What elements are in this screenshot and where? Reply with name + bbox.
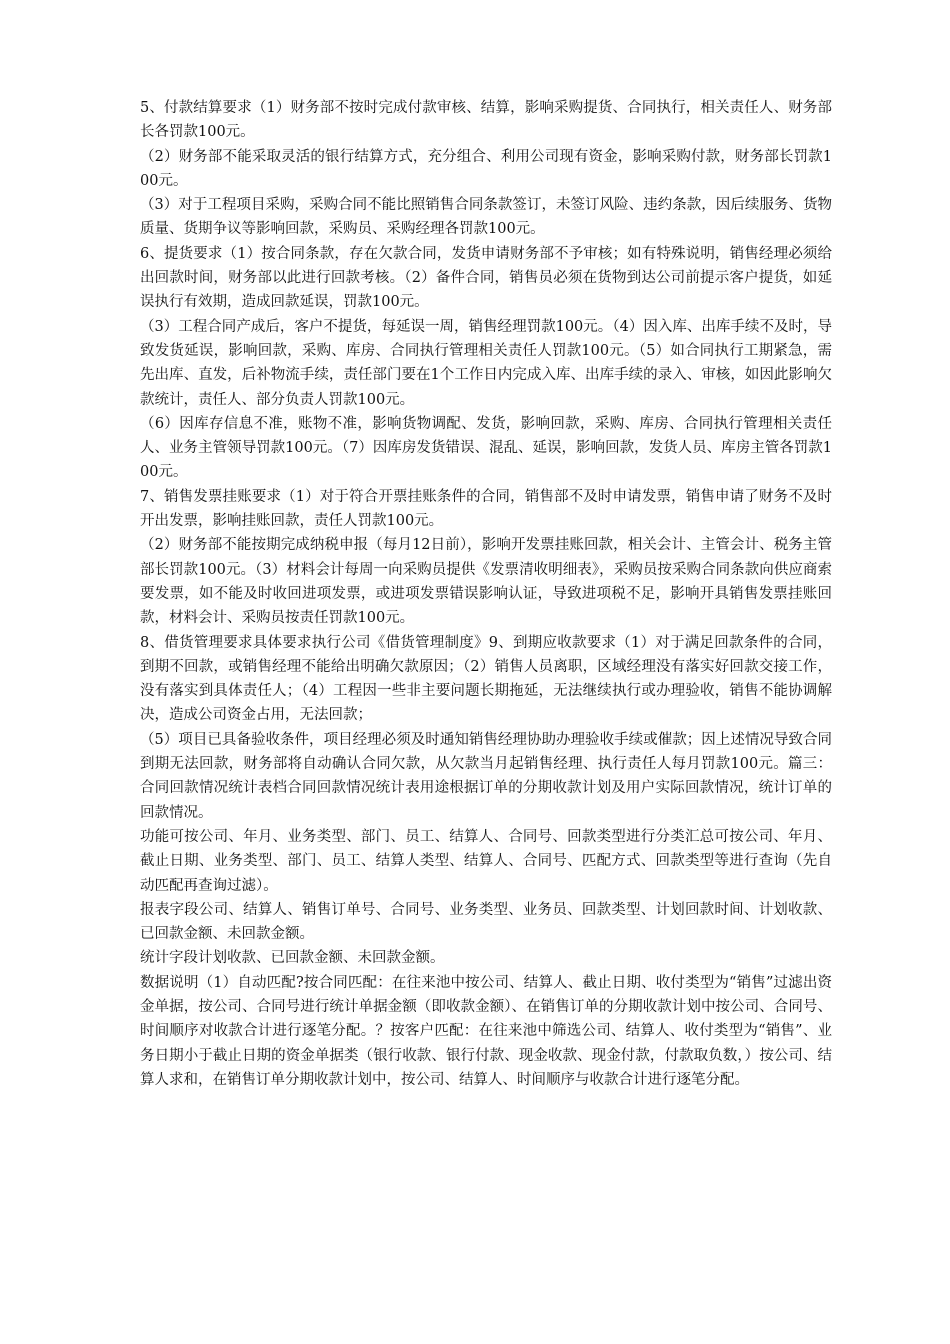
paragraph: （5）项目已具备验收条件，项目经理必须及时通知销售经理协助办理验收手续或催款；因上述情况导致合同到期无法回款，财务部将自动确认合同欠款，从欠款当月起销售经理、执行责任人每月罚款100元。篇三：合同回款情况统计表档合同回款情况统计表用途根据订单的分期收款计划及用户实际回款情况，统计订单的回款情况。 [140,731,832,821]
paragraph: （3）工程合同产成后，客户不提货，每延误一周，销售经理罚款100元。（4）因入库、出库手续不及时，导致发货延误，影响回款，采购、库房、合同执行管理相关责任人罚款100元。（5）如合同执行工期紧急，需先出库、直发，后补物流手续，责任部门要在1个工作日内完成入库、出库手续的录入、审核，如因此影响欠款统计，责任人、部分负责人罚款100元。 [140,318,832,408]
paragraph: 数据说明（1）自动匹配?按合同匹配：在往来池中按公司、结算人、截止日期、收付类型为“销售”过滤出资金单据，按公司、合同号进行统计单据金额（即收款金额）、在销售订单的分期收款计划中按公司、合同号、时间顺序对收款合计进行逐笔分配。？按客户匹配：在往来池中筛选公司、结算人、收付类型为“销售”、业务日期小于截止日期的资金单据类（银行收款、银行付款、现金收款、现金付款，付款取负数，）按公司、结算人求和，在销售订单分期收款计划中，按公司、结算人、时间顺序与收款合计进行逐笔分配。 [140,974,832,1088]
paragraph: 5、付款结算要求（1）财务部不按时完成付款审核、结算，影响采购提货、合同执行，相关责任人、财务部长各罚款100元。 [140,100,832,141]
paragraph: 统计字段计划收款、已回款金额、未回款金额。 [140,950,445,967]
paragraph: （3）对于工程项目采购，采购合同不能比照销售合同条款签订，未签订风险、违约条款，因后续服务、货物质量、货期争议等影响回款，采购员、采购经理各罚款100元。 [140,197,832,238]
paragraph: （2）财务部不能采取灵活的银行结算方式，充分组合、利用公司现有资金，影响采购付款，财务部长罚款100元。 [140,148,832,189]
paragraph: 8、借货管理要求具体要求执行公司《借货管理制度》9、到期应收款要求（1）对于满足回款条件的合同，到期不回款，或销售经理不能给出明确欠款原因；（2）销售人员离职，区域经理没有落实好回款交接工作，没有落实到具体责任人；（4）工程因一些非主要问题长期拖延，无法继续执行或办理验收，销售不能协调解决，造成公司资金占用，无法回款； [140,634,832,724]
paragraph: 报表字段公司、结算人、销售订单号、合同号、业务类型、业务员、回款类型、计划回款时间、计划收款、已回款金额、未回款金额。 [140,901,832,943]
paragraph: （2）财务部不能按期完成纳税申报（每月12日前），影响开发票挂账回款，相关会计、主管会计、税务主管部长罚款100元。（3）材料会计每周一向采购员提供《发票清收明细表》，采购员按采购合同条款向供应商索要发票，如不能及时收回进项发票，或进项发票错误影响认证，导致进项税不足，影响开具销售发票挂账回款，材料会计、采购员按责任罚款100元。 [140,537,832,627]
paragraph: 功能可按公司、年月、业务类型、部门、员工、结算人、合同号、回款类型进行分类汇总可按公司、年月、截止日期、业务类型、部门、员工、结算人类型、结算人、合同号、匹配方式、回款类型等进行查询（先自动匹配再查询过滤）。 [140,828,832,894]
document-body [140,96,832,1092]
paragraph: 6、提货要求（1）按合同条款，存在欠款合同，发货申请财务部不予审核；如有特殊说明，销售经理必须给出回款时间，财务部以此进行回款考核。（2）备件合同，销售员必须在货物到达公司前提示客户提货，如延误执行有效期，造成回款延误，罚款100元。 [140,245,832,311]
paragraph: 7、销售发票挂账要求（1）对于符合开票挂账条件的合同，销售部不及时申请发票，销售申请了财务不及时开出发票，影响挂账回款，责任人罚款100元。 [140,488,832,530]
paragraph: （6）因库存信息不准，账物不准，影响货物调配、发货，影响回款，采购、库房、合同执行管理相关责任人、业务主管领导罚款100元。（7）因库房发货错误、混乱、延误，影响回款，发货人员、库房主管各罚款100元。 [140,415,832,481]
